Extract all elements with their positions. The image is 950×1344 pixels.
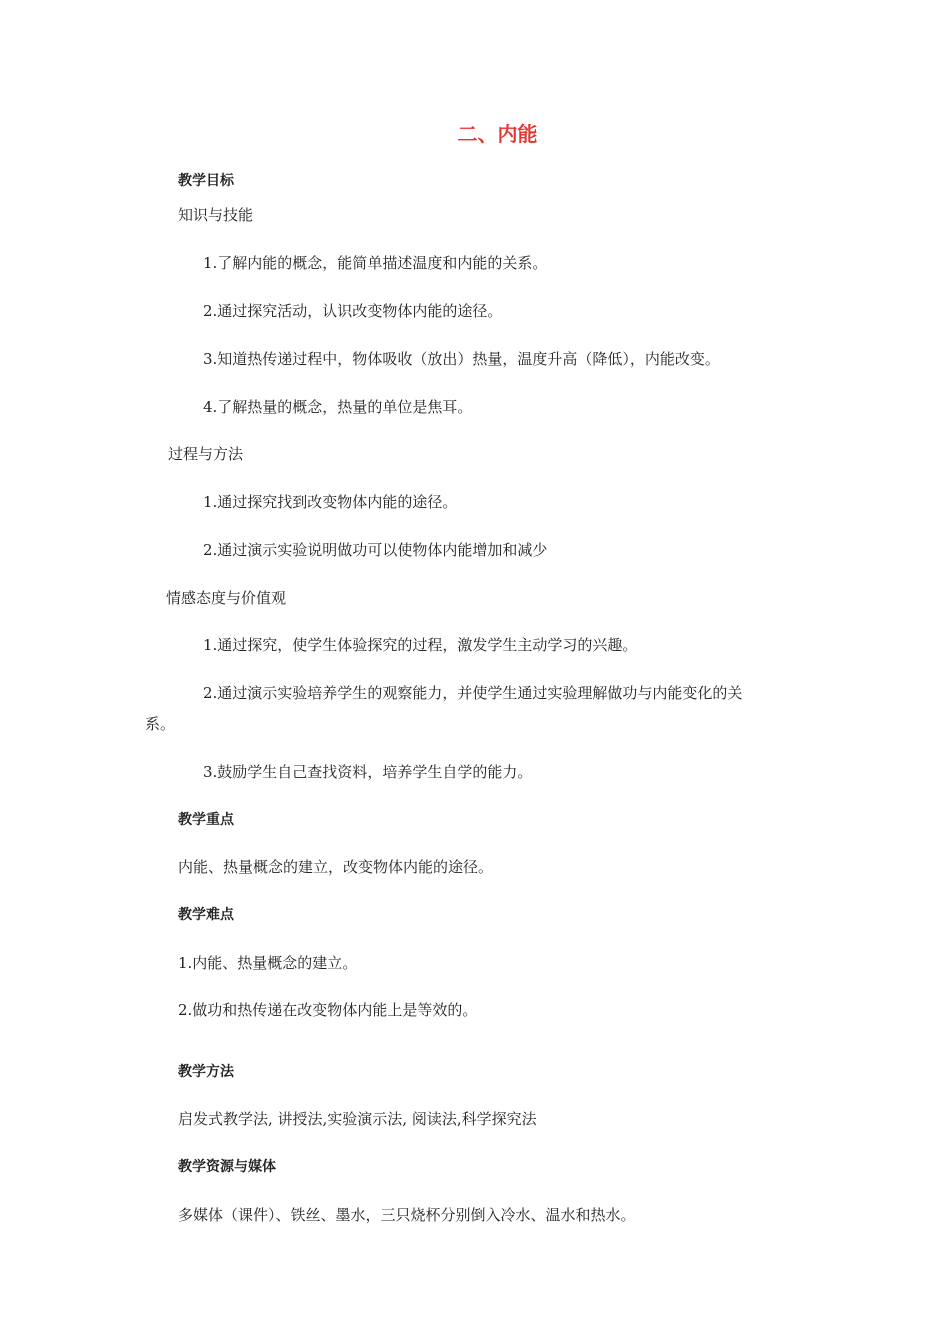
resources-text: 多媒体（课件）、铁丝、墨水，三只烧杯分别倒入冷水、温水和热水。 — [178, 1206, 636, 1224]
knowledge-item: 1.了解内能的概念，能简单描述温度和内能的关系。 — [203, 254, 548, 272]
process-item: 1.通过探究找到改变物体内能的途径。 — [203, 493, 458, 511]
knowledge-item: 4.了解热量的概念，热量的单位是焦耳。 — [203, 398, 473, 416]
attitude-item: 1.通过探究，使学生体验探究的过程，激发学生主动学习的兴趣。 — [203, 636, 638, 654]
difficulty-item: 1.内能、热量概念的建立。 — [178, 954, 358, 972]
attitude-item: 3.鼓励学生自己查找资料，培养学生自学的能力。 — [203, 763, 533, 781]
knowledge-item: 3.知道热传递过程中，物体吸收（放出）热量，温度升高（降低），内能改变。 — [203, 350, 720, 368]
process-item: 2.通过演示实验说明做功可以使物体内能增加和减少 — [203, 541, 548, 559]
attitude-item: 2.通过演示实验培养学生的观察能力，并使学生通过实验理解做功与内能变化的关 — [203, 684, 743, 702]
methods-text: 启发式教学法, 讲授法,实验演示法, 阅读法,科学探究法 — [178, 1110, 537, 1128]
difficulty-item: 2.做功和热传递在改变物体内能上是等效的。 — [178, 1001, 478, 1019]
attitude-label: 情感态度与价值观 — [166, 589, 287, 607]
methods-heading: 教学方法 — [178, 1064, 234, 1080]
knowledge-label: 知识与技能 — [178, 206, 254, 224]
key-points-heading: 教学重点 — [178, 812, 234, 828]
document-title: 二、内能 — [457, 122, 538, 146]
resources-heading: 教学资源与媒体 — [178, 1159, 276, 1175]
key-points-text: 内能、热量概念的建立，改变物体内能的途径。 — [178, 858, 494, 876]
process-label: 过程与方法 — [168, 445, 244, 463]
objectives-heading: 教学目标 — [178, 173, 234, 189]
difficulties-heading: 教学难点 — [178, 907, 234, 923]
knowledge-item: 2.通过探究活动，认识改变物体内能的途径。 — [203, 302, 503, 320]
attitude-item-continuation: 系。 — [145, 715, 176, 733]
